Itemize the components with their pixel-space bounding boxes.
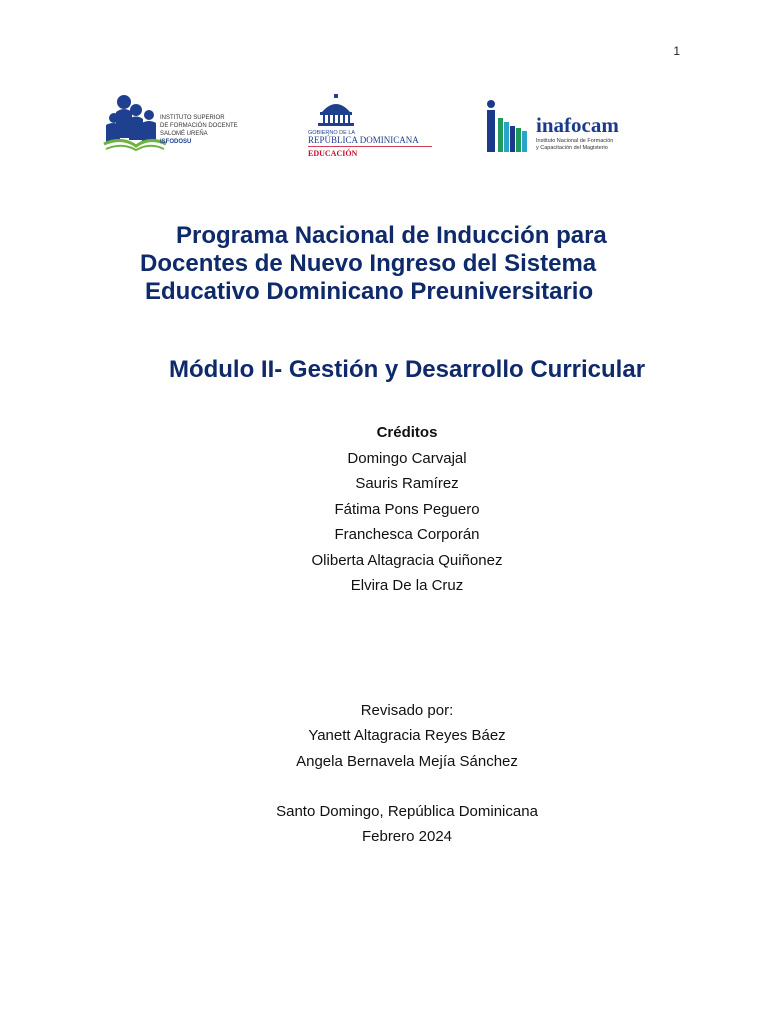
minerd-line1: GOBIERNO DE LA	[308, 130, 356, 136]
credits-list	[0, 449, 768, 601]
title-line-1: Programa Nacional de Inducción para	[176, 222, 607, 249]
credit-name: Sauris Ramírez	[355, 475, 459, 493]
inafocam-logo	[484, 98, 634, 154]
isfodosu-logo	[102, 92, 252, 158]
minerd-logo	[304, 94, 436, 158]
isfodosu-people-icon	[106, 95, 156, 142]
isfodosu-acronym: ISFODOSU	[160, 139, 192, 145]
isfodosu-line1: INSTITUTO SUPERIOR	[160, 115, 225, 121]
inafocam-line1: Instituto Nacional de Formación	[536, 138, 614, 144]
reviewed-section	[0, 701, 768, 777]
title-line-3: Educativo Dominicano Preuniversitario	[145, 278, 594, 305]
credit-name: Elvira De la Cruz	[350, 576, 464, 594]
isfodosu-line3: SALOMÉ UREÑA	[160, 131, 208, 137]
date: Febrero 2024	[361, 828, 453, 846]
place-date-section	[0, 802, 768, 853]
credit-name: Franchesca Corporán	[334, 526, 480, 544]
minerd-line2: REPÚBLICA DOMINICANA	[308, 135, 419, 145]
title-line-2: Docentes de Nuevo Ingreso del Sistema	[140, 250, 597, 277]
isfodosu-book-icon	[104, 140, 166, 150]
document-title	[90, 222, 710, 306]
credit-name: Fátima Pons Peguero	[334, 500, 480, 518]
minerd-line3: EDUCACIÓN	[308, 149, 358, 158]
place: Santo Domingo, República Dominicana	[276, 803, 538, 820]
reviewer-name: Yanett Altagracia Reyes Báez	[308, 727, 506, 745]
credit-name: Oliberta Altagracia Quiñonez	[311, 551, 503, 569]
credits-heading: Créditos	[376, 424, 438, 441]
inafocam-line2: y Capacitación del Magisterio	[536, 145, 608, 151]
inafocam-books-icon	[487, 100, 527, 152]
dome-icon	[318, 94, 354, 126]
credit-name: Domingo Carvajal	[347, 450, 467, 467]
isfodosu-line2: DE FORMACIÓN DOCENTE	[160, 123, 238, 129]
reviewed-label: Revisado por:	[360, 702, 454, 719]
inafocam-name: inafocam	[536, 113, 619, 137]
page-number: 1	[673, 44, 680, 58]
reviewer-name: Angela Bernavela Mejía Sánchez	[296, 752, 518, 770]
module-title: Módulo II- Gestión y Desarrollo Curricular	[168, 356, 646, 383]
minerd-divider	[308, 146, 432, 147]
